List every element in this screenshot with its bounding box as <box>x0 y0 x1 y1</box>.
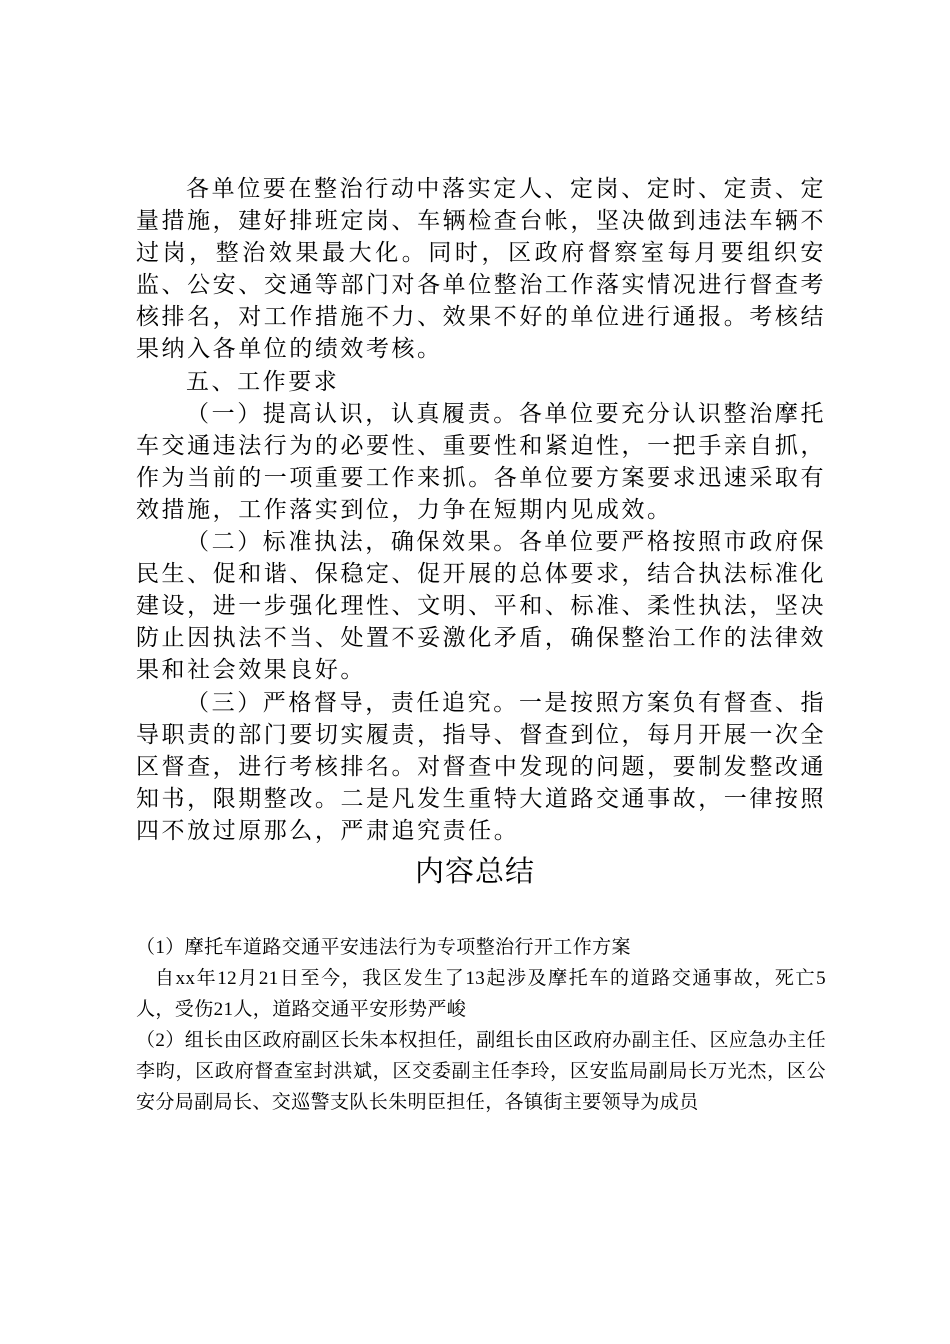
summary-item-1: （1）摩托车道路交通平安违法行为专项整治行开工作方案 <box>136 937 631 958</box>
document-body <box>136 173 826 847</box>
paragraph-implementation: 各单位要在整治行动中落实定人、定岗、定时、定责、定量措施，建好排班定岗、车辆检查台帐，坚决做到违法车辆不过岗，整治效果最大化。同时，区政府督察室每月要组织安监、公安、交通等部门对各单位整治工作落实情况进行督查考核排名，对工作措施不力、效果不好的单位进行通报。考核结果纳入各单位的绩效考核。 <box>136 176 826 363</box>
summary-section <box>136 932 826 1119</box>
paragraph-requirement-1: （一）提高认识，认真履责。各单位要充分认识整治摩托车交通违法行为的必要性、重要性和紧迫性，一把手亲自抓，作为当前的一项重要工作来抓。各单位要方案要求迅速采取有效措施，工作落实到位，力争在短期内见成效。 <box>136 400 826 523</box>
section-heading-work-requirements: 五、工作要求 <box>186 368 340 395</box>
paragraph-requirement-3: （三）严格督导，责任追究。一是按照方案负有督查、指导职责的部门要切实履责，指导、督查到位，每月开展一次全区督查，进行考核排名。对督查中发现的问题，要制发整改通知书，限期整改。二是凡发生重特大道路交通事故，一律按照四不放过原那么，严肃追究责任。 <box>136 689 826 844</box>
summary-item-2: 自xx年12月21日至今，我区发生了13起涉及摩托车的道路交通事故，死亡5人，受伤21人，道路交通平安形势严峻 <box>136 968 826 1021</box>
summary-heading: 内容总结 <box>414 854 535 888</box>
paragraph-requirement-2: （二）标准执法，确保效果。各单位要严格按照市政府保民生、促和谐、保稳定、促开展的总体要求，结合执法标准化建设，进一步强化理性、文明、平和、标准、柔性执法，坚决防止因执法不当、处置不妥激化矛盾，确保整治工作的法律效果和社会效果良好。 <box>136 529 826 684</box>
summary-item-3: （2）组长由区政府副区长朱本权担任，副组长由区政府办副主任、区应急办主任李昀，区政府督查室封洪斌，区交委副主任李玲，区安监局副局长万光杰，区公安分局副局长、交巡警支队长朱明臣担任，各镇街主要领导为成员 <box>136 1030 826 1114</box>
